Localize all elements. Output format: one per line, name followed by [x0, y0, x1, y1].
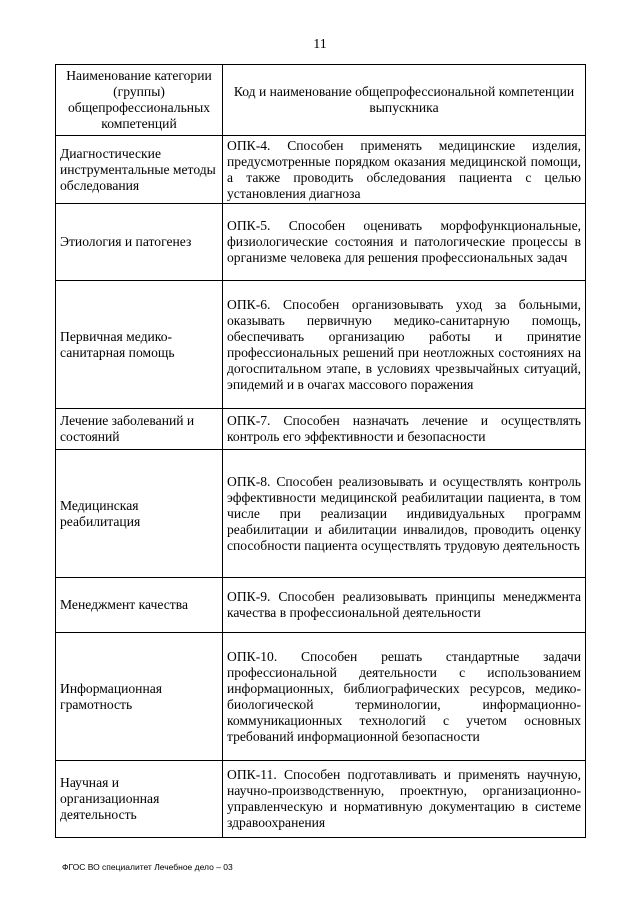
competence-cell: ОПК-8. Способен реализовывать и осуществлять контроль эффективности медицинской реабилитации пациента, в том числе при реализации индивидуальных программ реабилитации и абилитации инвалидов, проводить оценку способности пациента осуществлять трудовую деятельность — [223, 450, 586, 578]
category-cell: Диагностические инструментальные методы обследования — [56, 136, 223, 204]
table-row — [56, 761, 586, 838]
competence-cell: ОПК-10. Способен решать стандартные задачи профессиональной деятельности с использованием информационных, библиографических ресурсов, медико-биологической терминологии, информационно-коммуникационных технологий с учетом основных требований информационной безопасности — [223, 633, 586, 761]
category-cell: Научная и организационная деятельность — [56, 761, 223, 838]
competence-cell: ОПК-11. Способен подготавливать и применять научную, научно-производственную, проектную, организационно-управленческую и нормативную документацию в системе здравоохранения — [223, 761, 586, 838]
footer-note: ФГОС ВО специалитет Лечебное дело – 03 — [62, 862, 233, 872]
table-row — [56, 281, 586, 409]
competence-cell: ОПК-6. Способен организовывать уход за больными, оказывать первичную медико-санитарную помощь, обеспечивать организацию работы и принятие профессиональных решений при неотложных состояниях на догоспитальном этапе, в условиях чрезвычайных ситуаций, эпидемий и в очагах массового поражения — [223, 281, 586, 409]
table-row — [56, 204, 586, 281]
table-row — [56, 136, 586, 204]
category-cell: Медицинская реабилитация — [56, 450, 223, 578]
category-cell: Первичная медико-санитарная помощь — [56, 281, 223, 409]
table-header-row — [56, 65, 586, 136]
page-number: 11 — [313, 37, 327, 52]
table-row — [56, 409, 586, 450]
competence-cell: ОПК-5. Способен оценивать морфофункциональные, физиологические состояния и патологические процессы в организме человека для решения профессиональных задач — [223, 204, 586, 281]
competence-cell: ОПК-9. Способен реализовывать принципы менеджмента качества в профессиональной деятельности — [223, 578, 586, 633]
header-category: Наименование категории (группы) общепрофессиональных компетенций — [56, 65, 223, 136]
table-row — [56, 450, 586, 578]
header-competence: Код и наименование общепрофессиональной компетенции выпускника — [223, 65, 586, 136]
table-row — [56, 578, 586, 633]
competence-cell: ОПК-7. Способен назначать лечение и осуществлять контроль его эффективности и безопасности — [223, 409, 586, 450]
category-cell: Менеджмент качества — [56, 578, 223, 633]
table-row — [56, 633, 586, 761]
competence-table — [55, 64, 586, 838]
category-cell: Лечение заболеваний и состояний — [56, 409, 223, 450]
competence-cell: ОПК-4. Способен применять медицинские изделия, предусмотренные порядком оказания медицинской помощи, а также проводить обследования пациента с целью установления диагноза — [223, 136, 586, 204]
category-cell: Этиология и патогенез — [56, 204, 223, 281]
category-cell: Информационная грамотность — [56, 633, 223, 761]
